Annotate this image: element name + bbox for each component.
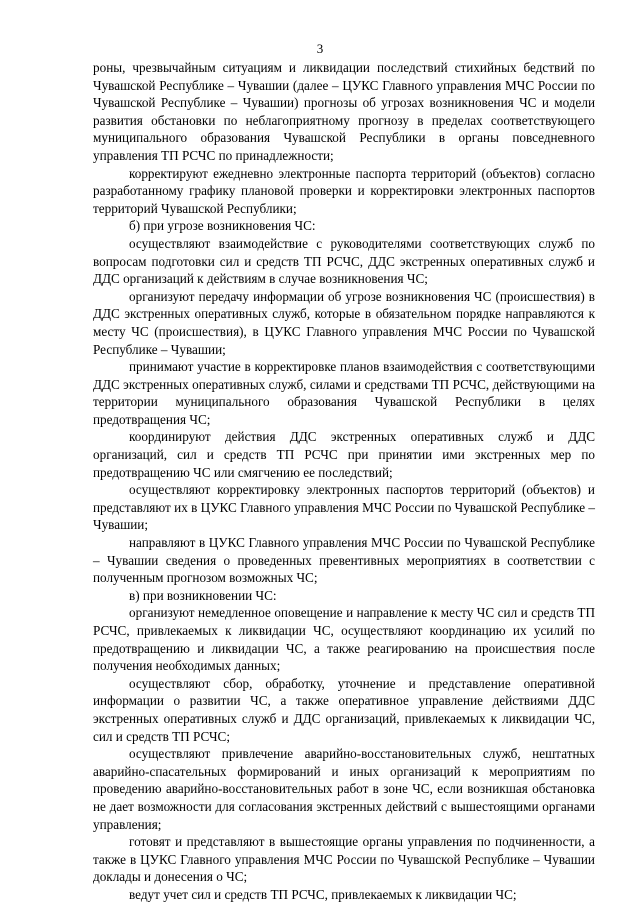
paragraph: координируют действия ДДС экстренных оперативных служб и ДДС организаций, сил и средств ТП РСЧС при принятии ими экстренных мер по предотвращению ЧС или смягчению ее последствий; [93, 429, 595, 480]
paragraph: готовят и представляют в вышестоящие органы управления по подчиненности, а также в ЦУКС Главного управления МЧС России по Чувашской Республике – Чувашии доклады и донесения о ЧС; [93, 834, 595, 885]
subsection-heading: б) при угрозе возникновения ЧС: [129, 218, 316, 234]
paragraph: осуществляют сбор, обработку, уточнение и представление оперативной информации о развитии ЧС, а также оперативное управление действиями ДДС экстренных оперативных служб и ДДС организаций, привлекаемых к ликвидации ЧС, сил и средств ТП РСЧС; [93, 675, 595, 744]
document-body [93, 59, 595, 904]
page-number: 3 [316, 41, 324, 56]
paragraph: ведут учет сил и средств ТП РСЧС, привлекаемых к ликвидации ЧС; [129, 886, 517, 902]
paragraph: принимают участие в корректировке планов взаимодействия с соответствующими ДДС экстренных оперативных служб, силами и средствами ТП РСЧС, действующими на территории муниципального образования Чувашской Республики в целях предотвращения ЧС; [93, 359, 595, 427]
paragraph: направляют в ЦУКС Главного управления МЧС России по Чувашской Республике – Чувашии сведения о проведенных превентивных мероприятиях в соответствии с полученным прогнозом возможных ЧС; [93, 535, 595, 586]
subsection-heading: в) при возникновении ЧС: [129, 587, 277, 603]
paragraph: роны, чрезвычайным ситуациям и ликвидации последствий стихийных бедствий по Чувашской Республике – Чувашии (далее – ЦУКС Главного управления МЧС России по Чувашской Республике – Чувашии) прогнозы об угрозах возникновения ЧС и модели развития обстановки по неблагоприятному прогнозу в пределах соответствующего муниципального образования Чувашской Республики в органы повседневного управления ТП РСЧС по принадлежности; [93, 60, 595, 163]
paragraph: организуют передачу информации об угрозе возникновения ЧС (происшествия) в ДДС экстренных оперативных служб, которые в обязательном порядке направляются к месту ЧС (происшествия), в ЦУКС Главного управления МЧС России по Чувашской Республике – Чувашии; [93, 288, 595, 357]
paragraph: осуществляют привлечение аварийно-восстановительных служб, нештатных аварийно-спасательных формирований и иных организаций к мероприятиям по проведению аварийно-восстановительных работ в зоне ЧС, если возникшая обстановка не дает возможности для согласования экстренных действий с вышестоящими органами управления; [93, 746, 595, 832]
paragraph: осуществляют взаимодействие с руководителями соответствующих служб по вопросам подготовки сил и средств ТП РСЧС, ДДС экстренных оперативных служб и ДДС организаций к действиям в случае возникновения ЧС; [93, 235, 595, 287]
paragraph: организуют немедленное оповещение и направление к месту ЧС сил и средств ТП РСЧС, привлекаемых к ликвидации ЧС, осуществляют координацию их усилий по предотвращению и ликвидации ЧС, а также реагированию на происшествия после получения необходимых данных; [93, 605, 595, 674]
paragraph: корректируют ежедневно электронные паспорта территорий (объектов) согласно разработанному графику плановой проверки и корректировки электронных паспортов территорий Чувашской Республики; [93, 165, 595, 216]
paragraph: осуществляют корректировку электронных паспортов территорий (объектов) и представляют их в ЦУКС Главного управления МЧС России по Чувашской Республике – Чувашии; [93, 482, 595, 533]
